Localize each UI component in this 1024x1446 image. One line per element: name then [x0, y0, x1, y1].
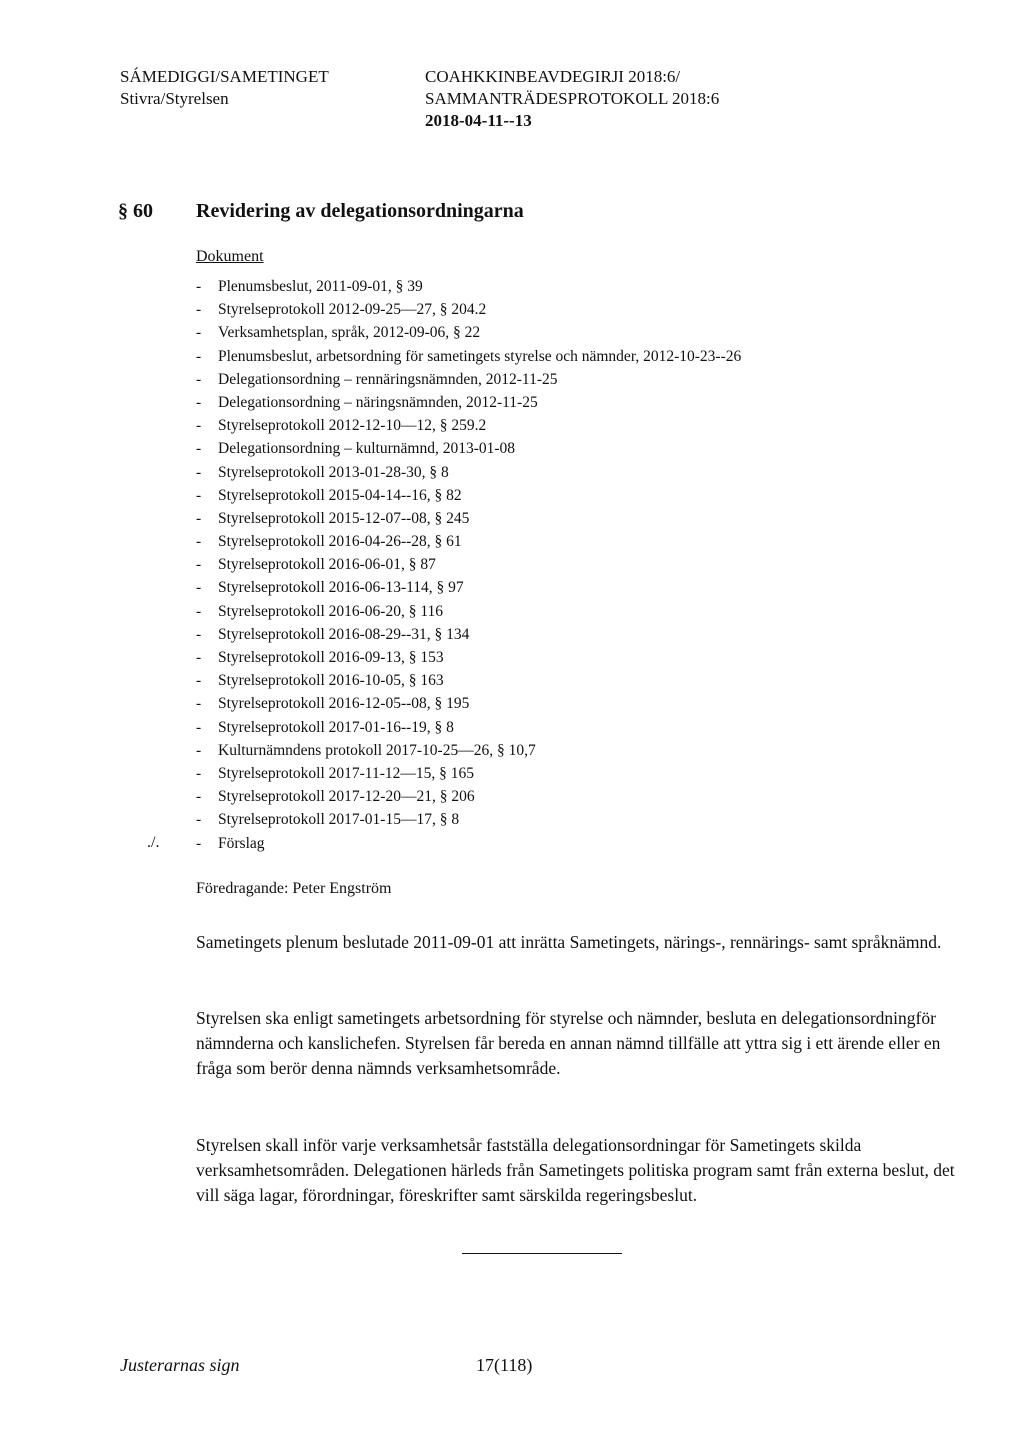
org-name: SÁMEDIGGI/SAMETINGET — [120, 67, 329, 86]
list-dash: - — [196, 301, 202, 319]
doc-type: SAMMANTRÄDESPROTOKOLL 2018:6 — [425, 89, 720, 108]
list-item — [196, 414, 741, 437]
list-item-text: Styrelseprotokoll 2016-09-13, § 153 — [218, 649, 444, 666]
header-organization — [120, 66, 329, 110]
header-document-info — [425, 66, 719, 132]
list-item — [196, 716, 741, 739]
list-item — [196, 345, 741, 368]
list-dash: - — [196, 509, 202, 527]
list-dash: - — [196, 556, 202, 574]
list-item — [196, 646, 741, 669]
section-end-rule — [462, 1253, 622, 1254]
list-item-text: Styrelseprotokoll 2017-01-15—17, § 8 — [218, 811, 460, 829]
list-item-text: Styrelseprotokoll 2016-06-01, § 87 — [218, 556, 436, 574]
list-dash: - — [196, 440, 202, 458]
footer-signature-label: Justerarnas sign — [120, 1355, 240, 1375]
list-dash: - — [196, 811, 202, 829]
list-dash: - — [196, 741, 202, 759]
presenter-line: Föredragande: Peter Engström — [196, 880, 392, 897]
list-item — [196, 298, 741, 321]
documents-heading: Dokument — [196, 248, 264, 265]
list-item-text: Styrelseprotokoll 2016-06-20, § 116 — [218, 602, 444, 620]
list-dash: - — [196, 347, 202, 365]
list-item — [196, 321, 741, 344]
list-item — [196, 484, 741, 507]
section-title: Revidering av delegationsordningarna — [196, 200, 524, 222]
list-item — [196, 437, 741, 460]
list-dash: - — [196, 393, 202, 411]
list-dash: - — [196, 718, 202, 736]
list-item-text: Styrelseprotokoll 2013-01-28-30, § 8 — [218, 463, 449, 481]
list-item — [196, 391, 741, 414]
list-item-text: Styrelseprotokoll 2017-12-20—21, § 206 — [218, 788, 475, 806]
list-item-text: Förslag — [218, 834, 265, 852]
list-item-text: Delegationsordning – kulturnämnd, 2013-01-08 — [218, 440, 516, 458]
paragraph-board-mandate: Styrelsen ska enligt sametingets arbetsordning för styrelse och nämnder, besluta en delegationsordningför nämnderna och kanslichefen. Styrelsen får bereda en annan nämnd tillfälle att yttra sig i ett ärende eller en fråga som berör denna nämnds verksamhetsområde. — [196, 1008, 941, 1078]
list-item — [196, 739, 741, 762]
list-item — [196, 832, 741, 855]
list-item — [196, 368, 741, 391]
doc-reference: COAHKKINBEAVDEGIRJI 2018:6/ — [425, 67, 681, 86]
list-item-text: Styrelseprotokoll 2015-04-14--16, § 82 — [218, 486, 462, 504]
list-item — [196, 576, 741, 599]
list-dash: - — [196, 788, 202, 806]
attachment-marker: ./. — [147, 834, 160, 851]
list-item-text: Delegationsordning – rennäringsnämnden, 2012-11-25 — [218, 370, 558, 388]
list-item — [196, 808, 741, 831]
list-item — [196, 669, 741, 692]
list-item-text: Styrelseprotokoll 2017-11-12—15, § 165 — [218, 764, 475, 782]
list-dash: - — [196, 672, 202, 690]
list-dash: - — [196, 764, 202, 782]
list-item-text: Delegationsordning – näringsnämnden, 2012-11-25 — [218, 393, 538, 411]
section-heading — [118, 200, 524, 223]
list-item — [196, 461, 741, 484]
list-dash: - — [196, 486, 202, 504]
list-dash: - — [196, 579, 202, 597]
list-dash: - — [196, 417, 202, 435]
list-item — [196, 785, 741, 808]
paragraph-annual-delegation: Styrelsen skall inför varje verksamhetsår fastställa delegationsordningar för Sametingets skilda verksamhetsområden. Delegationen härleds från Sametingets politiska program samt från externa beslut, det vill säga lagar, förordningar, föreskrifter samt särskilda regeringsbeslut. — [196, 1135, 955, 1205]
list-dash: - — [196, 370, 202, 388]
list-item-text: Plenumsbeslut, 2011-09-01, § 39 — [218, 278, 423, 295]
list-item-text: Styrelseprotokoll 2012-12-10—12, § 259.2 — [218, 417, 487, 435]
section-number: § 60 — [118, 200, 153, 222]
list-dash: - — [196, 463, 202, 481]
footer-page-number: 17(118) — [476, 1355, 533, 1375]
meeting-date: 2018-04-11--13 — [425, 111, 532, 130]
org-board: Stivra/Styrelsen — [120, 89, 229, 108]
list-dash: - — [196, 533, 202, 551]
list-dash: - — [196, 324, 202, 342]
document-list — [196, 275, 741, 855]
list-item-text: Styrelseprotokoll 2016-10-05, § 163 — [218, 672, 444, 690]
list-item — [196, 530, 741, 553]
list-dash: - — [196, 649, 202, 666]
list-item — [196, 507, 741, 530]
list-dash: - — [196, 602, 202, 620]
list-dash: - — [196, 625, 202, 643]
list-item — [196, 600, 741, 623]
list-item-text: Styrelseprotokoll 2012-09-25—27, § 204.2 — [218, 301, 487, 319]
list-item — [196, 762, 741, 785]
list-item-text: Styrelseprotokoll 2016-04-26--28, § 61 — [218, 533, 462, 551]
list-item — [196, 623, 741, 646]
list-item-text: Plenumsbeslut, arbetsordning för sametingets styrelse och nämnder, 2012-10-23--26 — [218, 347, 742, 365]
list-item-text: Kulturnämndens protokoll 2017-10-25—26, § 10,7 — [218, 741, 536, 759]
list-item — [196, 692, 741, 715]
list-item-text: Styrelseprotokoll 2016-08-29--31, § 134 — [218, 625, 470, 643]
paragraph-plenum-decision: Sametingets plenum beslutade 2011-09-01 att inrätta Sametingets, närings-, rennärings- samt språknämnd. — [196, 932, 942, 952]
list-item-text: Styrelseprotokoll 2016-06-13-114, § 97 — [218, 579, 464, 597]
list-item-text: Styrelseprotokoll 2017-01-16--19, § 8 — [218, 718, 454, 736]
list-item-text: Verksamhetsplan, språk, 2012-09-06, § 22 — [218, 324, 481, 342]
list-item-text: Styrelseprotokoll 2015-12-07--08, § 245 — [218, 509, 470, 527]
list-dash: - — [196, 695, 202, 713]
list-item-text: Styrelseprotokoll 2016-12-05--08, § 195 — [218, 695, 470, 713]
list-item — [196, 553, 741, 576]
list-dash: - — [196, 834, 202, 852]
list-dash: - — [196, 278, 202, 295]
list-item — [196, 275, 741, 298]
